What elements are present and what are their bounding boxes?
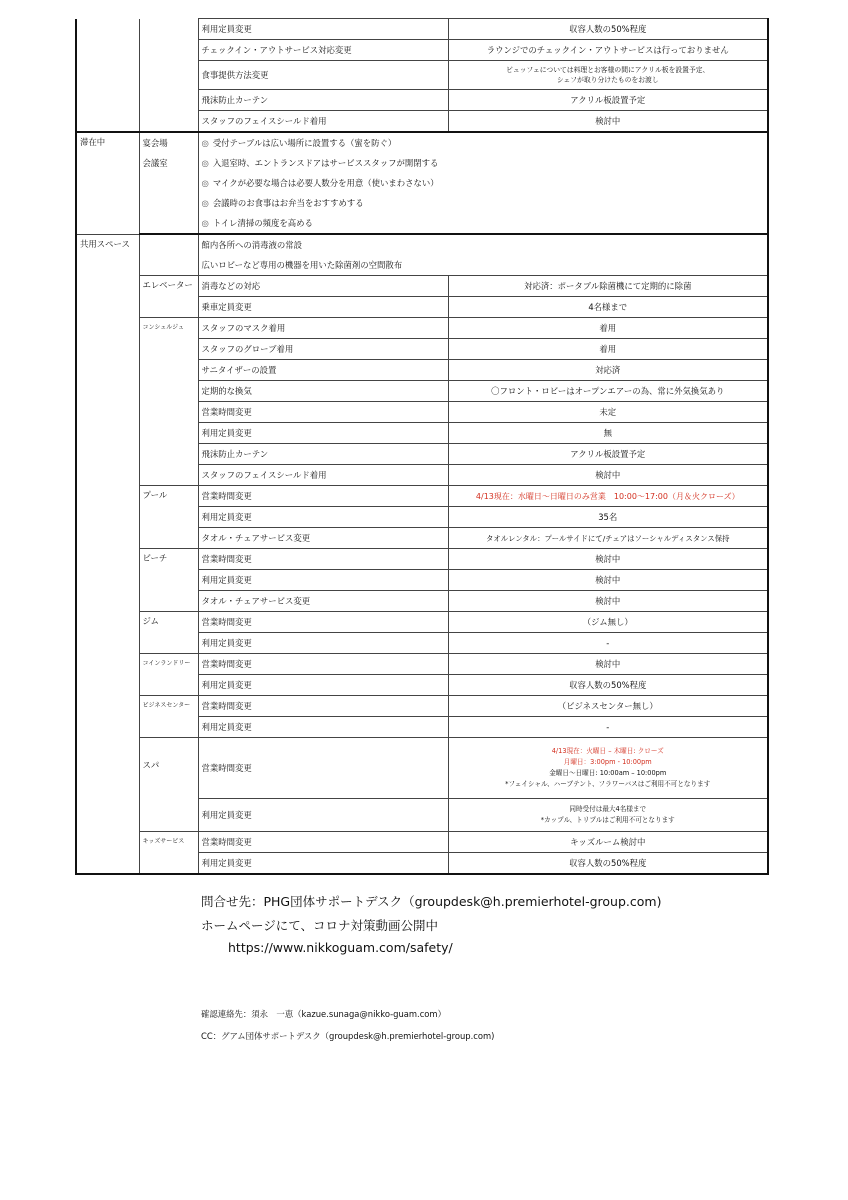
item-cell: スタッフのフェイスシールド着用 (198, 111, 448, 133)
bullet-icon: ◎ (201, 137, 209, 148)
table-row (76, 486, 768, 507)
item-cell: 営業時間変更 (198, 486, 448, 507)
subcategory-banquet: 宴会場 (139, 132, 198, 153)
table-row (76, 213, 768, 234)
safety-url-link[interactable]: https://www.nikkoguam.com/safety/ (228, 940, 453, 955)
subcategory-spa: スパ (139, 738, 198, 832)
subcategory-empty (139, 213, 198, 234)
status-cell: - (448, 633, 768, 654)
category-stay: 滞在中 (76, 132, 139, 234)
status-cell: 無 (448, 423, 768, 444)
status-cell: 対応済 (448, 360, 768, 381)
status-cell: タオルレンタル：プールサイドにて/チェアはソーシャルディスタンス保持 (448, 528, 768, 549)
status-cell: キッズルーム検討中 (448, 832, 768, 853)
item-cell: 利用定員変更 (198, 507, 448, 528)
status-cell: 検討中 (448, 591, 768, 612)
item-cell: 利用定員変更 (198, 19, 448, 40)
bullet-item (198, 213, 768, 234)
subcategory-laundry: コインランドリー (139, 654, 198, 696)
bullet-icon: ◎ (201, 197, 209, 208)
subcategory-cell (139, 19, 198, 133)
status-cell: 収容人数の50%程度 (448, 675, 768, 696)
bullet-item (198, 193, 768, 213)
subcategory-elevator: エレベーター (139, 276, 198, 318)
bullet-item (198, 153, 768, 173)
table-row (76, 153, 768, 173)
item-cell: 利用定員変更 (198, 570, 448, 591)
bullet-icon: ◎ (201, 177, 209, 188)
status-cell: ラウンジでのチェックイン・アウトサービスは行っておりません (448, 40, 768, 61)
subcategory-empty (139, 173, 198, 193)
item-cell: 営業時間変更 (198, 402, 448, 423)
status-line: *カップル、トリプルはご利用不可となります (540, 816, 675, 824)
safety-measures-table (75, 18, 769, 875)
item-cell: 利用定員変更 (198, 853, 448, 875)
subcategory-empty (139, 234, 198, 276)
status-cell: 着用 (448, 339, 768, 360)
status-line: *フェイシャル、ハーブテント、フラワーバスはご利用不可となります (505, 780, 711, 788)
bullet-text: 受付テーブルは広い場所に設置する（蜜を防ぐ） (212, 137, 397, 148)
item-cell: 飛沫防止カーテン (198, 90, 448, 111)
item-cell: サニタイザーの設置 (198, 360, 448, 381)
subcategory-concierge: コンシェルジュ (139, 318, 198, 486)
status-cell: - (448, 717, 768, 738)
item-cell: 利用定員変更 (198, 675, 448, 696)
status-cell: （ジム無し） (448, 612, 768, 633)
bullet-text: 会議時のお食事はお弁当をおすすめする (212, 197, 364, 208)
status-cell: 検討中 (448, 111, 768, 133)
item-cell: 営業時間変更 (198, 738, 448, 799)
category-common: 共用スペース (76, 234, 139, 874)
status-cell: 35名 (448, 507, 768, 528)
item-cell: チェックイン・アウトサービス対応変更 (198, 40, 448, 61)
item-cell: 乗車定員変更 (198, 297, 448, 318)
item-cell: 利用定員変更 (198, 633, 448, 654)
item-cell: 飛沫防止カーテン (198, 444, 448, 465)
item-cell: 利用定員変更 (198, 423, 448, 444)
item-cell: 営業時間変更 (198, 549, 448, 570)
status-cell: 着用 (448, 318, 768, 339)
contact-line: 問合せ先：PHG団体サポートデスク（groupdesk@h.premierhotel-group.com) (201, 894, 662, 909)
item-cell: 営業時間変更 (198, 612, 448, 633)
status-cell (448, 738, 768, 799)
bullet-text: 入退室時、エントランスドアはサービススタッフが開閉する (212, 157, 439, 168)
status-cell: （ビジネスセンター無し） (448, 696, 768, 717)
item-cell: タオル・チェアサービス変更 (198, 528, 448, 549)
bullet-icon: ◎ (201, 217, 209, 228)
general-item: 広いロビーなど専用の機器を用いた除菌剤の空間散布 (198, 255, 768, 276)
item-cell: 食事提供方法変更 (198, 61, 448, 90)
status-cell (448, 61, 768, 90)
subcategory-empty (139, 193, 198, 213)
item-cell: スタッフのフェイスシールド着用 (198, 465, 448, 486)
table-row (76, 318, 768, 339)
table-row (76, 193, 768, 213)
item-cell: 営業時間変更 (198, 832, 448, 853)
table-row (76, 549, 768, 570)
status-cell: 検討中 (448, 654, 768, 675)
status-cell: 検討中 (448, 570, 768, 591)
item-cell: タオル・チェアサービス変更 (198, 591, 448, 612)
table-row (76, 234, 768, 255)
confirm-contact: 確認連絡先：須永 一恵（kazue.sunaga@nikko-guam.com） (201, 1009, 446, 1019)
status-cell: アクリル板設置予定 (448, 90, 768, 111)
status-cell: 対応済：ポータブル除菌機にて定期的に除菌 (448, 276, 768, 297)
status-line: 月曜日：3:00pm - 10:00pm (563, 758, 652, 766)
table-row (76, 738, 768, 799)
status-cell: 検討中 (448, 465, 768, 486)
subcategory-gym: ジム (139, 612, 198, 654)
table-row (76, 612, 768, 633)
status-cell: 収容人数の50%程度 (448, 853, 768, 875)
homepage-notice: ホームページにて、コロナ対策動画公開中 (201, 918, 439, 933)
item-cell: 営業時間変更 (198, 654, 448, 675)
status-line: 4/13現在：火曜日 – 木曜日: クローズ (551, 747, 664, 755)
item-cell: 利用定員変更 (198, 717, 448, 738)
table-row (76, 832, 768, 853)
item-cell: スタッフのマスク着用 (198, 318, 448, 339)
category-cell (76, 19, 139, 133)
status-cell: 4/13現在：水曜日～日曜日のみ営業 10:00～17:00（月＆火クローズ） (448, 486, 768, 507)
subcategory-kids: キッズサービス (139, 832, 198, 875)
status-cell: アクリル板設置予定 (448, 444, 768, 465)
item-cell: 定期的な換気 (198, 381, 448, 402)
cc-contact: CC：グアム団体サポートデスク（groupdesk@h.premierhotel-group.com) (201, 1031, 495, 1041)
status-line: 同時受付は最大4名様まで (569, 805, 647, 813)
status-line: シェフが取り分けたものをお渡し (556, 76, 659, 84)
table-row (76, 654, 768, 675)
subcategory-meeting: 会議室 (139, 153, 198, 173)
bullet-item (198, 173, 768, 193)
bullet-text: トイレ清掃の頻度を高める (212, 217, 313, 228)
status-cell: 〇フロント・ロビーはオープンエアーの為、常に外気換気あり (448, 381, 768, 402)
status-cell (448, 799, 768, 832)
bullet-text: マイクが必要な場合は必要人数分を用意（使いまわさない） (212, 177, 439, 188)
table-row (76, 19, 768, 40)
status-cell: 収容人数の50%程度 (448, 19, 768, 40)
table-row (76, 276, 768, 297)
bullet-icon: ◎ (201, 157, 209, 168)
table-row (76, 132, 768, 153)
general-item: 館内各所への消毒液の常設 (198, 234, 768, 255)
item-cell: 利用定員変更 (198, 799, 448, 832)
subcategory-pool: プール (139, 486, 198, 549)
item-cell: 営業時間変更 (198, 696, 448, 717)
status-cell: 4名様まで (448, 297, 768, 318)
status-line: ビュッフェについては料理とお客様の間にアクリル板を設置予定、 (506, 66, 710, 74)
item-cell: 消毒などの対応 (198, 276, 448, 297)
table-row (76, 696, 768, 717)
status-cell: 未定 (448, 402, 768, 423)
bullet-item (198, 132, 768, 153)
status-line: 金曜日～日曜日: 10:00am – 10:00pm (549, 769, 667, 777)
status-cell: 検討中 (448, 549, 768, 570)
table-row (76, 173, 768, 193)
item-cell: スタッフのグローブ着用 (198, 339, 448, 360)
subcategory-beach: ビーチ (139, 549, 198, 612)
subcategory-business-center: ビジネスセンター (139, 696, 198, 738)
